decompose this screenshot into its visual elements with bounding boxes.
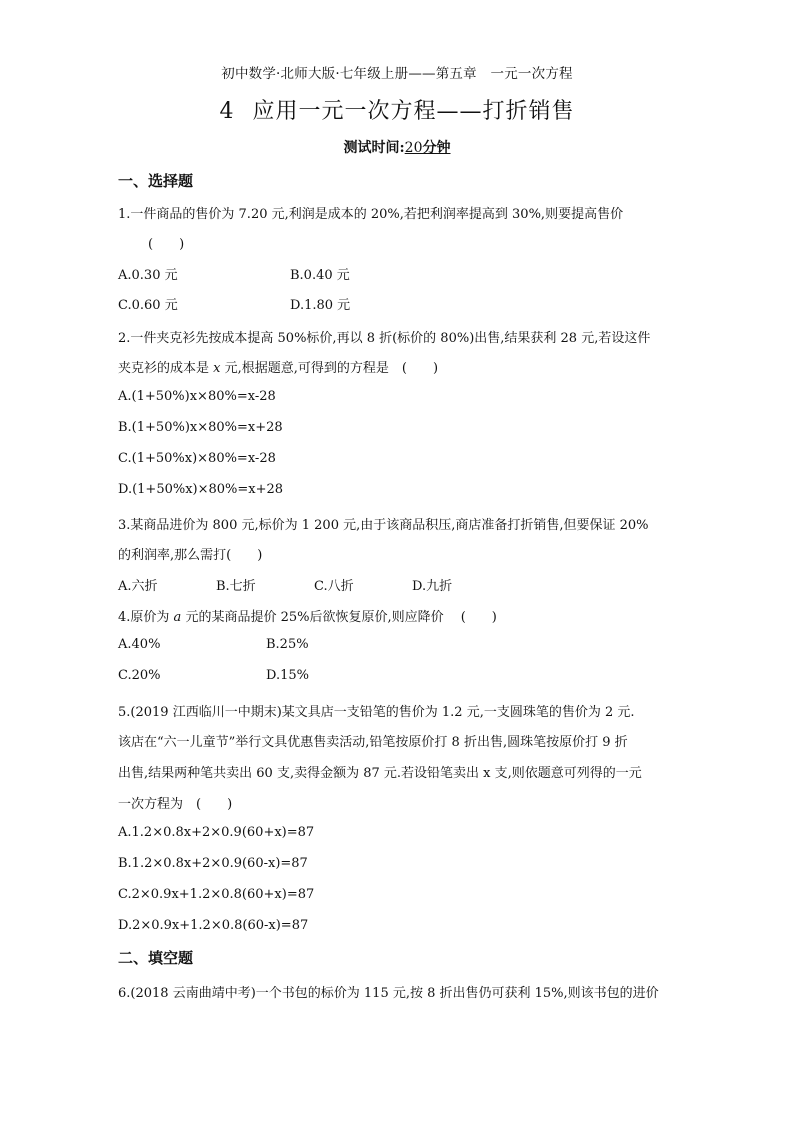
question-3-option-c: C.八折: [314, 579, 354, 594]
question-1-option-c: C.0.60 元: [118, 298, 178, 313]
question-4-option-a: A.40%: [118, 637, 161, 652]
question-1-option-d: D.1.80 元: [290, 298, 351, 313]
question-5-text-line2: 该店在“六一儿童节”举行文具优惠售卖活动,铅笔按原价打 8 折出售,圆珠笔按原价打 9 折: [118, 735, 628, 750]
section-heading-fill-blank: 二、填空题: [118, 949, 194, 967]
test-time-value: 20分钟: [404, 140, 451, 156]
title-text: 应用一元一次方程——打折销售: [252, 99, 575, 124]
question-5-option-d: D.2×0.9x+1.2×0.8(60-x)=87: [118, 918, 309, 933]
question-5-option-a: A.1.2×0.8x+2×0.9(60+x)=87: [118, 825, 315, 840]
question-1-option-a: A.0.30 元: [118, 268, 178, 283]
question-2-text-line1: 2.一件夹克衫先按成本提高 50%标价,再以 8 折(标价的 80%)出售,结果获利 28 元,若设这件: [118, 331, 651, 346]
question-5-option-b: B.1.2×0.8x+2×0.9(60-x)=87: [118, 856, 308, 871]
document-breadcrumb: 初中数学·北师大版·七年级上册——第五章 一元一次方程: [221, 66, 573, 82]
question-2-option-b: B.(1+50%)x×80%=x+28: [118, 420, 283, 435]
question-2-option-c: C.(1+50%x)×80%=x-28: [118, 451, 276, 466]
question-3-option-a: A.六折: [118, 579, 158, 594]
question-5-text-line1: 5.(2019 江西临川一中期末)某文具店一支铅笔的售价为 1.2 元,一支圆珠笔的售价为 2 元.: [118, 705, 635, 720]
question-4-option-d: D.15%: [266, 668, 309, 683]
question-5-option-c: C.2×0.9x+1.2×0.8(60+x)=87: [118, 887, 315, 902]
test-time: [0, 137, 794, 157]
question-3-option-d: D.九折: [412, 579, 453, 594]
question-1-text: 1.一件商品的售价为 7.20 元,利润是成本的 20%,若把利润率提高到 30%,则要提高售价: [118, 207, 624, 222]
test-time-label: 测试时间:: [343, 140, 405, 156]
question-1-answer-paren: ( ): [148, 237, 185, 252]
question-4-option-b: B.25%: [266, 637, 309, 652]
question-5-text-line3: 出售,结果两种笔共卖出 60 支,卖得金额为 87 元.若设铅笔卖出 x 支,则依题意可列得的一元: [118, 766, 642, 781]
question-2-option-a: A.(1+50%)x×80%=x-28: [118, 389, 276, 404]
title-number: 4: [219, 99, 235, 124]
question-2-option-d: D.(1+50%x)×80%=x+28: [118, 482, 284, 497]
question-4-option-c: C.20%: [118, 668, 161, 683]
question-6-text: 6.(2018 云南曲靖中考)一个书包的标价为 115 元,按 8 折出售仍可获利 15%,则该书包的进价: [118, 986, 659, 1001]
page-title: [0, 94, 794, 125]
question-2-text-line2: 夹克衫的成本是 x 元,根据题意,可得到的方程是 ( ): [118, 361, 439, 376]
question-5-text-line4: 一次方程为 ( ): [118, 797, 233, 812]
section-heading-choice: 一、选择题: [118, 172, 194, 190]
question-3-option-b: B.七折: [216, 579, 256, 594]
question-3-text-line2: 的利润率,那么需打( ): [118, 548, 263, 563]
question-1-option-b: B.0.40 元: [290, 268, 350, 283]
question-4-text: 4.原价为 a 元的某商品提价 25%后欲恢复原价,则应降价 ( ): [118, 610, 497, 625]
question-3-text-line1: 3.某商品进价为 800 元,标价为 1 200 元,由于该商品积压,商店准备打折销售,但要保证 20%: [118, 518, 649, 533]
